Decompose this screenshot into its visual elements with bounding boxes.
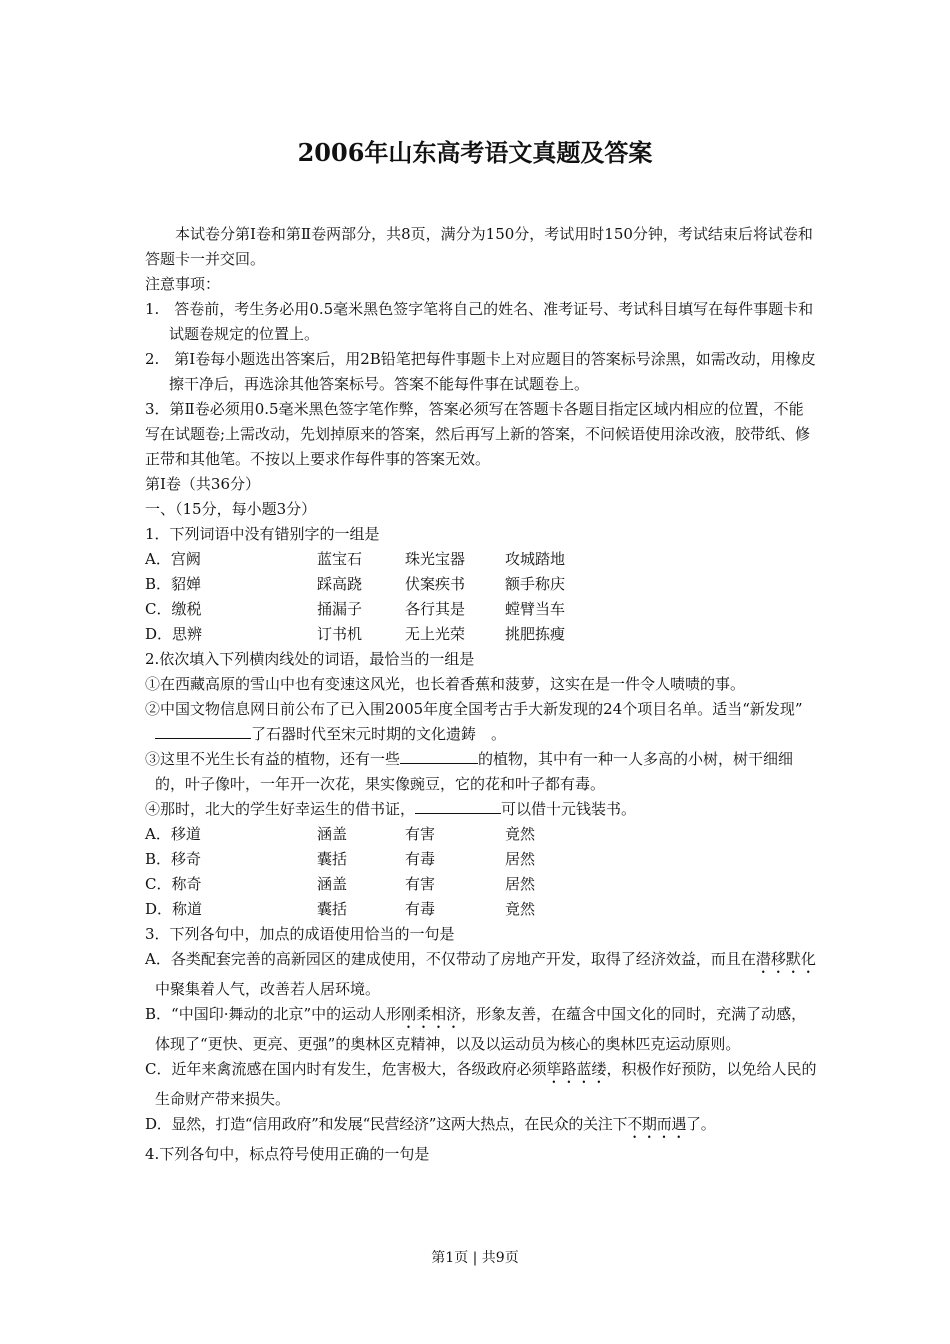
question-3-option: [145, 1112, 817, 1142]
question-2-sentence: [145, 697, 817, 747]
option-cell: 伏案疾书: [405, 575, 466, 593]
option-cell: C．缴税: [145, 600, 202, 618]
question-2-option: [145, 872, 817, 897]
notice-heading: 注意事项：: [145, 275, 221, 293]
option-cell: 捅漏子: [317, 600, 363, 618]
option-cell: D．思辨: [145, 625, 203, 643]
fill-blank: [415, 797, 501, 814]
notice-item: 3．第Ⅱ卷必须用0.5毫米黑色签字笔作弊，答案必须写在答题卡各题目指定区域内相应的位置，不能写在试题卷;上需改动，先划掉原来的答案，然后再写上新的答案，不问候语使用涂改液，胶带纸、修正带和其他笔。不按以上要求作每件事的答案无效。: [145, 400, 811, 468]
option-cell: A．移道: [145, 825, 201, 843]
section-heading: 一、（15分，每小题3分）: [145, 500, 317, 518]
question-2-sentence: [145, 747, 817, 797]
fill-blank: [400, 747, 478, 764]
option-cell: 竟然: [505, 825, 536, 843]
option-cell: 居然: [505, 875, 536, 893]
question-3-option: [145, 947, 817, 1002]
question-2-stem: 2.依次填入下列横肉线处的词语，最恰当的一组是: [145, 650, 475, 668]
option-cell: 额手称庆: [505, 575, 566, 593]
option-cell: 蓝宝石: [317, 550, 363, 568]
option-cell: 螳臂当车: [505, 600, 566, 618]
volume-heading: 第Ⅰ卷（共36分）: [145, 475, 261, 493]
emphasized-idiom: 潜移默化: [755, 950, 816, 968]
option-cell: 订书机: [317, 625, 363, 643]
question-3-option: [145, 1002, 817, 1057]
option-cell: 有害: [405, 875, 436, 893]
option-text: 了。: [686, 1115, 716, 1133]
option-cell: 有毒: [405, 850, 436, 868]
option-cell: D．称道: [145, 900, 203, 918]
sentence-text: ②中国文物信息网日前公布了已入围2005年度全国考古手大新发现的24个项目名单。适当“新发现”: [145, 700, 803, 718]
option-cell: 居然: [505, 850, 536, 868]
question-3-stem: 3．下列各句中，加点的成语使用恰当的一句是: [145, 925, 455, 943]
option-cell: 挑肥拣瘦: [505, 625, 566, 643]
question-2-option: [145, 822, 817, 847]
option-cell: B．貂婵: [145, 575, 202, 593]
option-cell: 有害: [405, 825, 436, 843]
question-1-option: [145, 572, 817, 597]
option-text: C．近年来禽流感在国内时有发生，危害极大，各级政府必须: [145, 1060, 547, 1078]
intro-paragraph: 本试卷分第Ⅰ卷和第Ⅱ卷两部分，共8页，满分为150分，考试用时150分钟，考试结束后将试卷和答题卡一并交回。: [145, 225, 813, 268]
option-cell: 各行其是: [405, 600, 466, 618]
document-body: [145, 222, 817, 1167]
sentence-text: 的植物，其中有一种一人多高的小树，树干细细的，叶子像叶，一年开一次花，果实像豌豆，它的花和叶子都有毒。: [155, 750, 794, 793]
page-footer: 第1页 | 共9页: [431, 1250, 519, 1266]
notice-item: 2. 第Ⅰ卷每小题选出答案后，用2B铅笔把每件事题卡上对应题目的答案标号涂黑，如需改动，用橡皮擦干净后，再选涂其他答案标号。答案不能每件事在试题卷上。: [145, 350, 816, 393]
option-cell: 踩高跷: [317, 575, 363, 593]
option-text: ，积极作好预防，以免给人民的生命财产带来损失。: [155, 1060, 817, 1108]
option-cell: 囊括: [317, 850, 348, 868]
sentence-text: ③这里不光生长有益的植物，还有一些: [145, 750, 401, 768]
question-2-sentence: ①在西藏高原的雪山中也有变速这风光，也长着香蕉和菠萝，这实在是一件令人啧啧的事。: [145, 675, 746, 693]
option-text: A．各类配套完善的高新园区的建成使用，不仅带动了房地产开发，取得了经济效益，而且在: [145, 950, 756, 968]
sentence-text: 了石器时代至宋元时期的文化遗鋳 。: [251, 725, 507, 743]
option-cell: 竟然: [505, 900, 536, 918]
option-cell: 攻城踏地: [505, 550, 566, 568]
question-1-stem: 1．下列词语中没有错别字的一组是: [145, 525, 380, 543]
emphasized-idiom: 刚柔相济: [401, 1005, 462, 1023]
question-1-option: [145, 597, 817, 622]
option-text: 中聚集着人气，改善若人居环境。: [155, 980, 381, 998]
question-2-sentence: [145, 797, 817, 822]
option-cell: A．宫阙: [145, 550, 201, 568]
document-title: 2006年山东高考语文真题及答案: [297, 138, 653, 167]
option-cell: 有毒: [405, 900, 436, 918]
sentence-text: 可以借十元钱装书。: [501, 800, 637, 818]
option-cell: 涵盖: [317, 875, 348, 893]
question-1-option: [145, 622, 817, 647]
option-cell: 无上光荣: [405, 625, 466, 643]
option-cell: C．称奇: [145, 875, 202, 893]
question-2-option: [145, 897, 817, 922]
sentence-text: ④那时，北大的学生好幸运生的借书证，: [145, 800, 416, 818]
question-4-stem: 4.下列各句中，标点符号使用正确的一句是: [145, 1145, 430, 1163]
option-text: D．显然，打造“信用政府”和发展“民营经济”这两大热点，在民众的关注下: [145, 1115, 628, 1133]
option-cell: 囊括: [317, 900, 348, 918]
fill-blank: [155, 722, 251, 739]
emphasized-idiom: 筚路蓝缕: [546, 1060, 607, 1078]
option-text: ，形象友善，在蕴含中国文化的同时，充满了动感，体现了“更快、更亮、更强”的奥林区克精神，以及以运动员为核心的奥林匹克运动原则。: [155, 1005, 807, 1053]
option-cell: 珠光宝器: [405, 550, 466, 568]
question-2-option: [145, 847, 817, 872]
question-1-option: [145, 547, 817, 572]
emphasized-idiom: 不期而遇: [627, 1115, 687, 1133]
option-cell: B．移奇: [145, 850, 202, 868]
option-text: B．“中国印·舞动的北京”中的运动人形: [145, 1005, 402, 1023]
option-cell: 涵盖: [317, 825, 348, 843]
notice-item: 1. 答卷前，考生务必用0.5毫米黑色签字笔将自己的姓名、准考证号、考试科目填写在每件事题卡和试题卷规定的位置上。: [145, 300, 814, 343]
question-3-option: [145, 1057, 817, 1112]
